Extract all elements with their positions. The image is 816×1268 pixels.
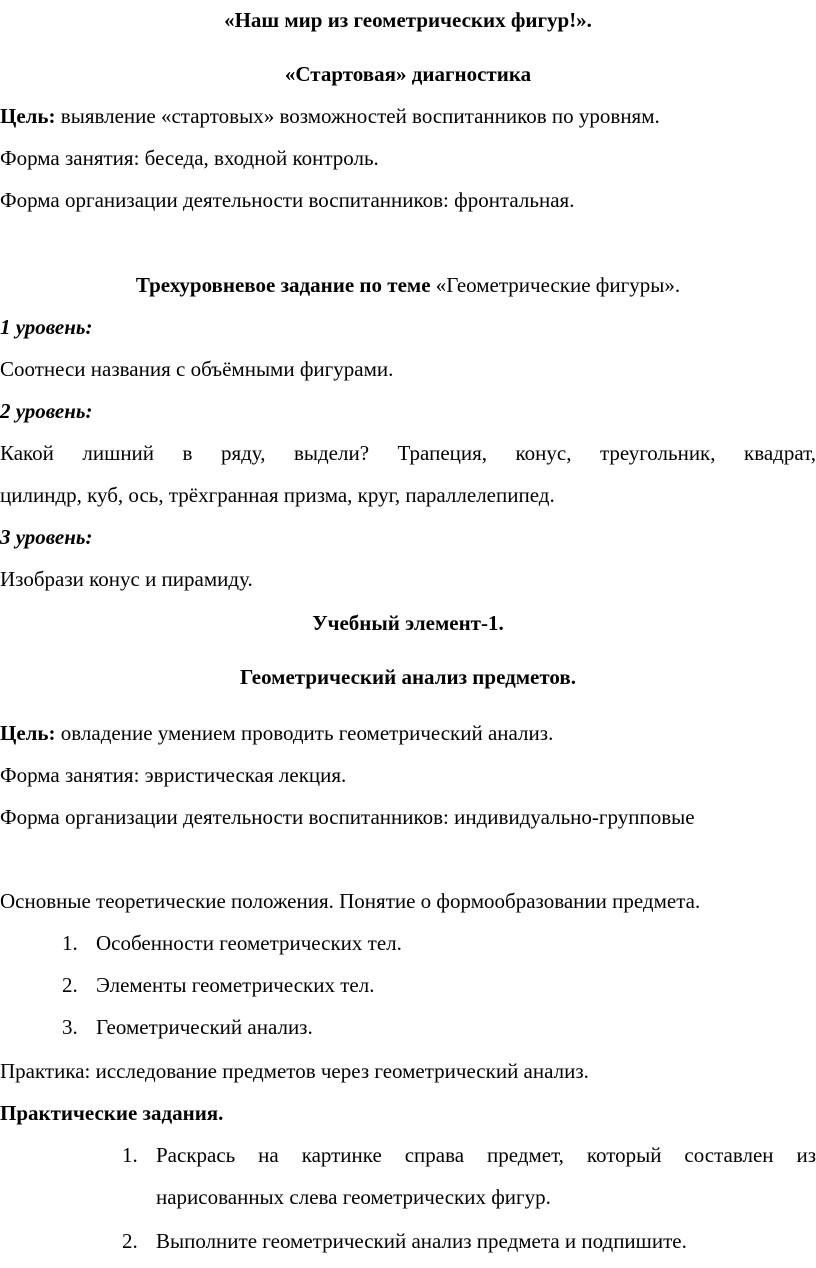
- goal-text: овладение умением проводить геометрический анализ.: [55, 721, 554, 745]
- theory-item: [0, 973, 816, 997]
- practical-heading: Практические задания.: [0, 1101, 224, 1125]
- task-heading-text: «Геометрические фигуры».: [430, 273, 681, 297]
- diagnostics-organization: Форма организации деятельности воспитанников: фронтальная.: [0, 188, 575, 212]
- level2-line1: Какой лишний в ряду, выдели? Трапеция, конус, треугольник, квадрат,: [0, 441, 816, 465]
- level3-label: 3 уровень:: [0, 525, 93, 549]
- document-title: «Наш мир из геометрических фигур!».: [224, 8, 592, 32]
- level2-label: 2 уровень:: [0, 399, 93, 423]
- goal-label: Цель:: [0, 721, 56, 745]
- theory-item: [0, 1015, 816, 1039]
- theory-item-number: 1.: [62, 931, 78, 955]
- goal-label: Цель:: [0, 104, 56, 128]
- goal-text: выявление «стартовых» возможностей воспитанников по уровням.: [55, 104, 660, 128]
- theory-item-number: 2.: [62, 973, 78, 997]
- theory-item-text: Особенности геометрических тел.: [96, 931, 402, 955]
- element-goal: [0, 721, 816, 745]
- element-form: Форма занятия: эвристическая лекция.: [0, 763, 347, 787]
- level1-text: Соотнеси названия с объёмными фигурами.: [0, 357, 394, 381]
- diagnostics-goal: [0, 104, 816, 128]
- element-subheading: Геометрический анализ предметов.: [240, 665, 576, 689]
- practical-item: [122, 1143, 816, 1167]
- theory-item-text: Геометрический анализ.: [96, 1015, 313, 1039]
- diagnostics-form: Форма занятия: беседа, входной контроль.: [0, 146, 379, 170]
- element-heading: Учебный элемент-1.: [312, 611, 504, 635]
- level1-label: 1 уровень:: [0, 315, 93, 339]
- practical-item-line: нарисованных слева геометрических фигур.: [156, 1185, 551, 1209]
- theory-text: Основные теоретические положения. Понятие о формообразовании предмета.: [0, 889, 701, 913]
- task-heading-bold: Трехуровневое задание по теме: [135, 273, 431, 297]
- task-heading: [0, 273, 816, 297]
- theory-item: [0, 931, 816, 955]
- theory-item-number: 3.: [62, 1015, 78, 1039]
- practice-text: Практика: исследование предметов через геометрический анализ.: [0, 1059, 589, 1083]
- practical-item-line: Выполните геометрический анализ предмета и подпишите.: [156, 1229, 687, 1253]
- level2-line2: цилиндр, куб, ось, трёхгранная призма, круг, параллелепипед.: [0, 483, 555, 507]
- element-organization: Форма организации деятельности воспитанников: индивидуально-групповые: [0, 805, 695, 829]
- diagnostics-heading: «Стартовая» диагностика: [284, 62, 532, 86]
- practical-item: [122, 1229, 816, 1253]
- theory-item-text: Элементы геометрических тел.: [96, 973, 375, 997]
- practical-item-line: Раскрась на картинке справа предмет, который составлен из: [156, 1143, 816, 1167]
- practical-item-number: 2.: [122, 1229, 138, 1253]
- practical-item-number: 1.: [122, 1143, 138, 1167]
- level3-text: Изобрази конус и пирамиду.: [0, 567, 253, 591]
